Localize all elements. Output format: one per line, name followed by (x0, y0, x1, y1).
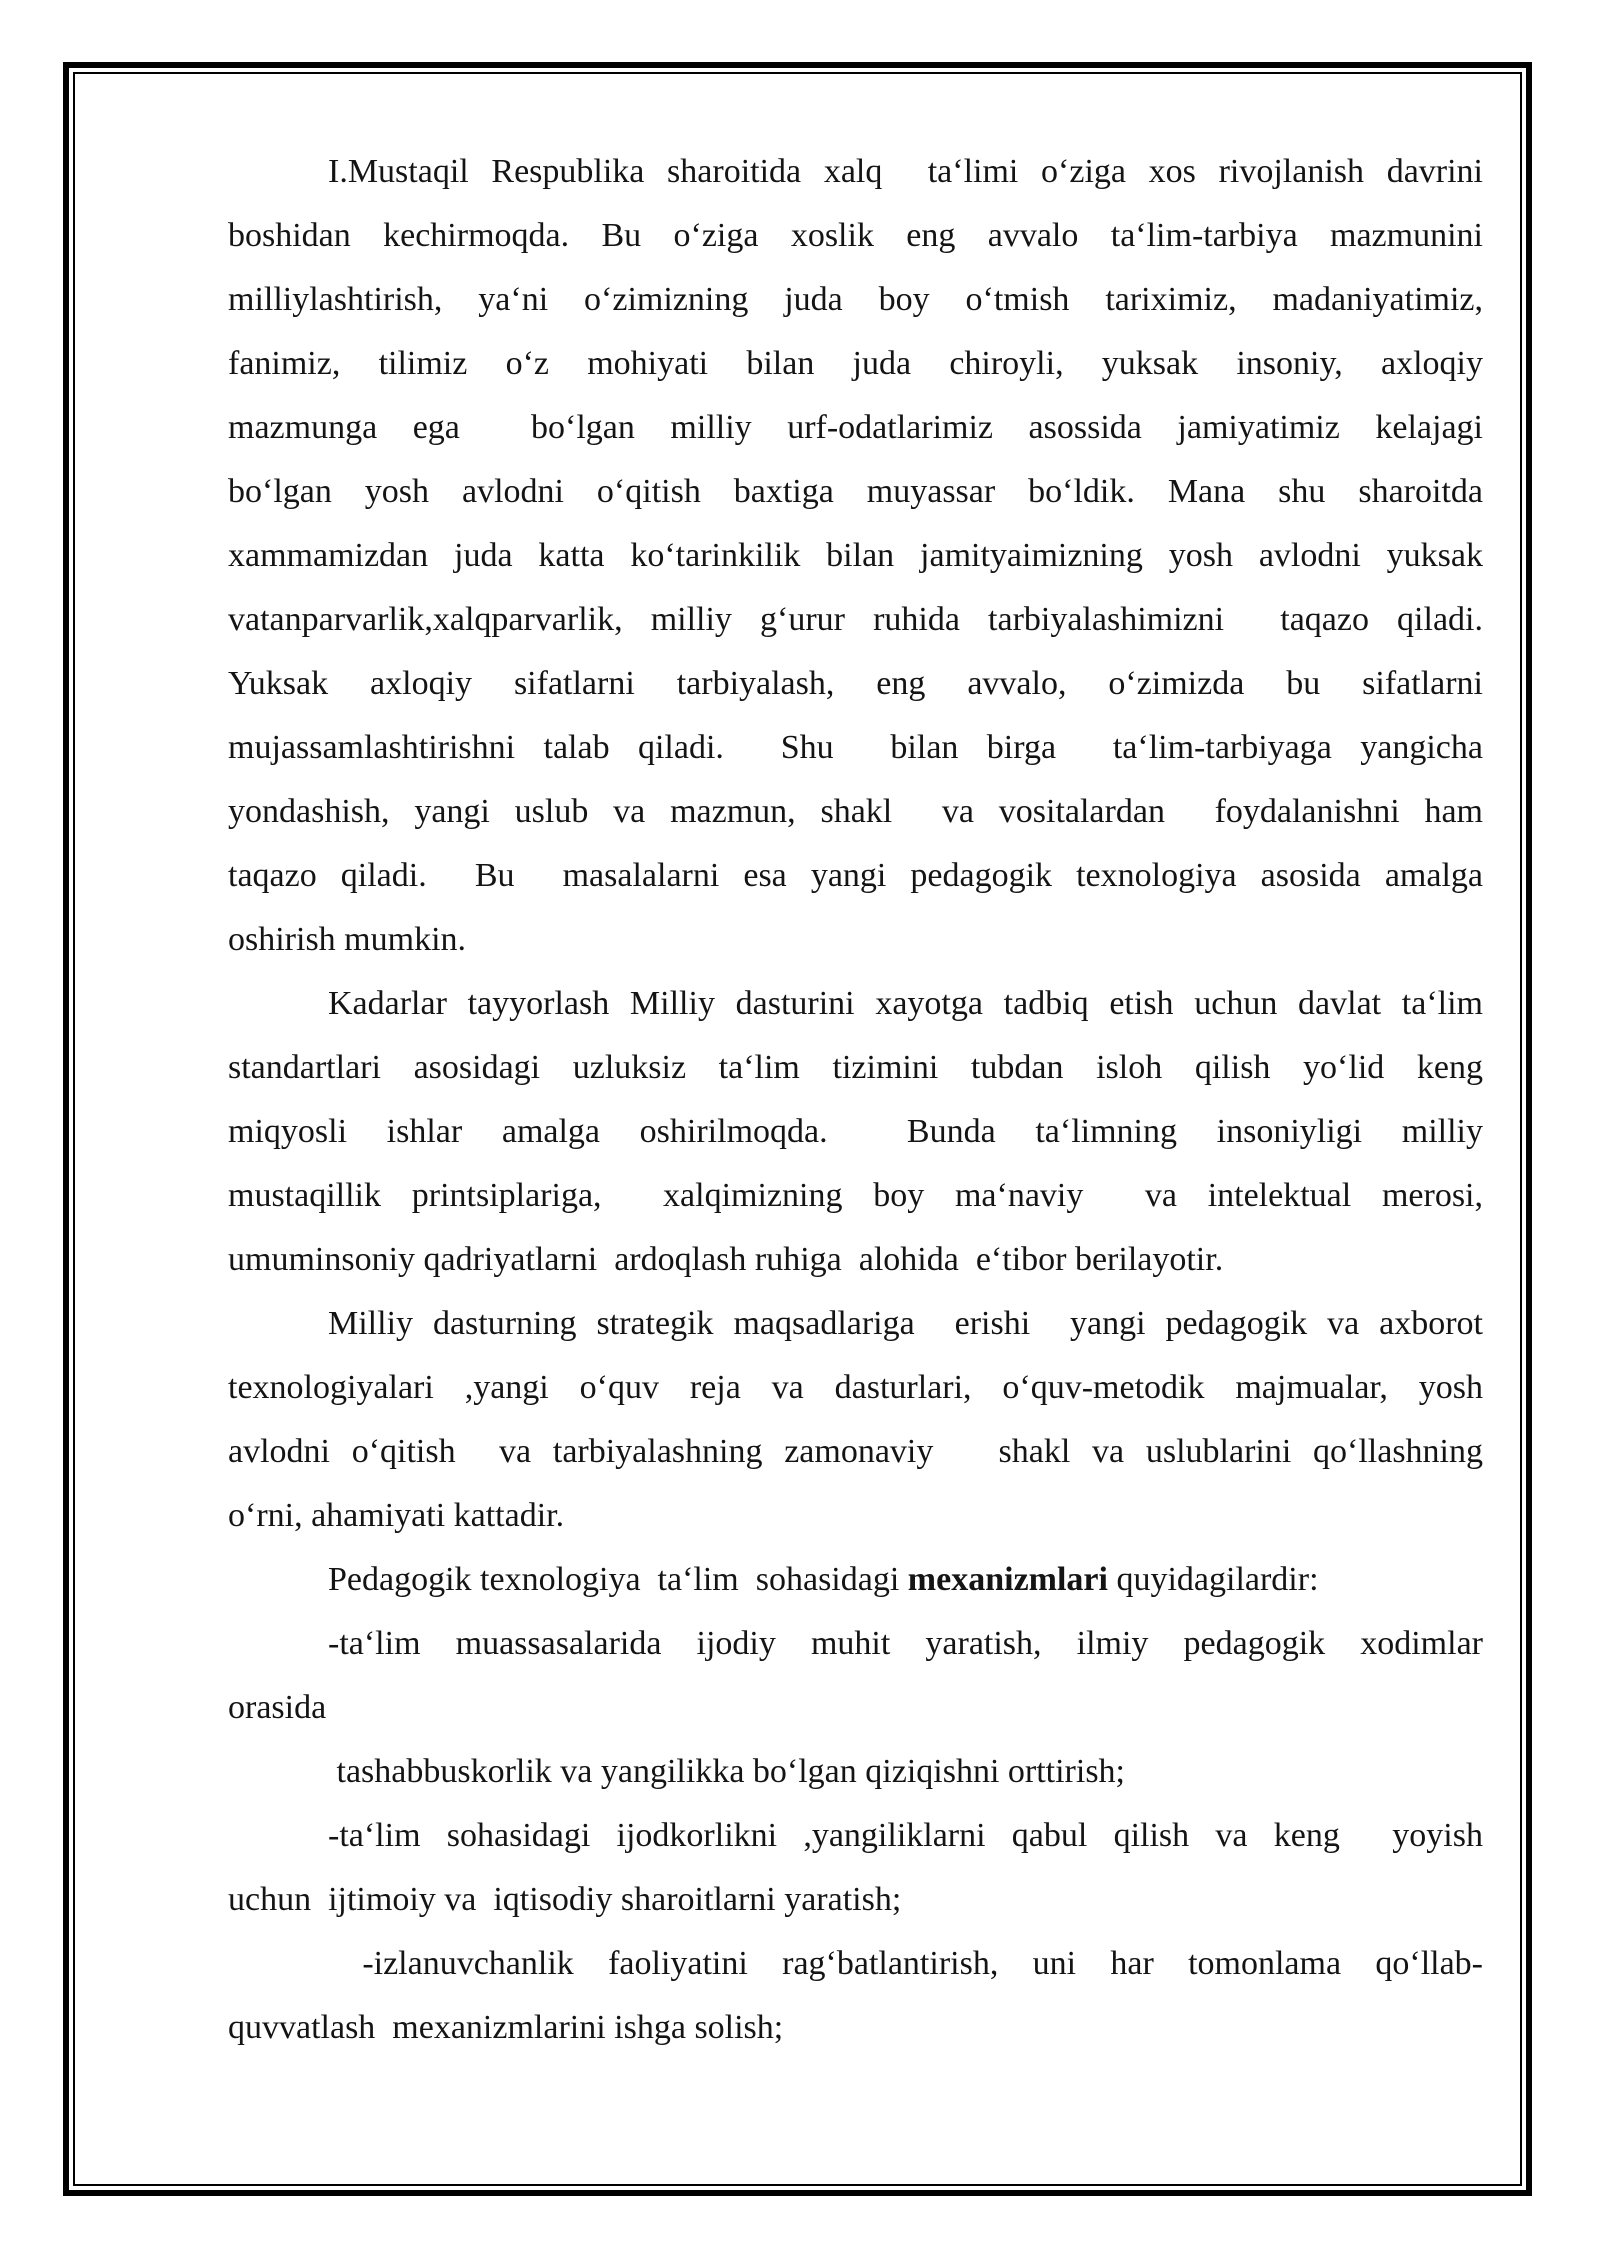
text-line (228, 1228, 1483, 1292)
page-border-outer (63, 62, 1532, 2196)
text-segment: miqyosli ishlar amalga oshirilmoqda. Bunda taʻlimning insoniyligi milliy (228, 1113, 1483, 1150)
text-segment: oshirish mumkin. (228, 921, 467, 958)
text-segment: xammamizdan juda katta koʻtarinkilik bilan jamityaimizning yosh avlodni yuksak (228, 537, 1483, 574)
text-segment: Yuksak axloqiy sifatlarni tarbiyalash, eng avvalo, oʻzimizda bu sifatlarni (228, 665, 1483, 702)
text-line (228, 396, 1483, 460)
text-segment: milliylashtirish, yaʻni oʻzimizning juda boy oʻtmish tariximiz, madaniyatimiz, (228, 281, 1483, 318)
text-line (228, 844, 1483, 908)
text-line (228, 908, 1483, 972)
text-segment: standartlari asosidagi uzluksiz taʻlim tizimini tubdan isloh qilish yoʻlid keng (228, 1049, 1483, 1086)
text-line (228, 1420, 1483, 1484)
text-segment: fanimiz, tilimiz oʻz mohiyati bilan juda chiroyli, yuksak insoniy, axloqiy (228, 345, 1483, 382)
text-line (228, 1804, 1483, 1868)
text-segment: avlodni oʻqitish va tarbiyalashning zamonaviy shakl va uslublarini qoʻllashning (228, 1433, 1483, 1470)
text-segment: umuminsoniy qadriyatlarni ardoqlash ruhiga alohida eʻtibor berilayotir. (228, 1241, 1224, 1278)
text-line (228, 1356, 1483, 1420)
text-line (228, 1740, 1483, 1804)
text-line (228, 332, 1483, 396)
text-line (228, 1548, 1483, 1612)
text-line (228, 1996, 1483, 2060)
text-segment: boʻlgan yosh avlodni oʻqitish baxtiga muyassar boʻldik. Mana shu sharoitda (228, 473, 1483, 510)
text-segment: -taʻlim sohasidagi ijodkorlikni ,yangiliklarni qabul qilish va keng yoyish (328, 1817, 1483, 1854)
text-line (228, 1484, 1483, 1548)
text-segment: -izlanuvchanlik faoliyatini ragʻbatlantirish, uni har tomonlama qoʻllab- (328, 1945, 1483, 1982)
text-segment: boshidan kechirmoqda. Bu oʻziga xoslik eng avvalo taʻlim-tarbiya mazmunini (228, 217, 1483, 254)
text-line (228, 972, 1483, 1036)
text-line (228, 1676, 1483, 1740)
text-segment: uchun ijtimoiy va iqtisodiy sharoitlarni yaratish; (228, 1881, 902, 1918)
text-segment: Pedagogik texnologiya taʻlim sohasidagi (328, 1561, 908, 1598)
text-segment: Kadarlar tayyorlash Milliy dasturini xayotga tadbiq etish uchun davlat taʻlim (328, 985, 1483, 1022)
text-segment: mujassamlashtirishni talab qiladi. Shu bilan birga taʻlim-tarbiyaga yangicha (228, 729, 1483, 766)
text-line (228, 1164, 1483, 1228)
text-segment: mustaqillik printsiplariga, xalqimizning boy maʻnaviy va intelektual merosi, (228, 1177, 1483, 1214)
text-line (228, 1100, 1483, 1164)
text-line (228, 1932, 1483, 1996)
text-line (228, 780, 1483, 844)
text-segment: mazmunga ega boʻlgan milliy urf-odatlarimiz asossida jamiyatimiz kelajagi (228, 409, 1483, 446)
text-segment: quyidagilardir: (1107, 1561, 1319, 1598)
bold-term: mexanizmlari (907, 1561, 1108, 1598)
text-segment: texnologiyalari ,yangi oʻquv reja va dasturlari, oʻquv-metodik majmualar, yosh (228, 1369, 1483, 1406)
text-line (228, 1612, 1483, 1676)
text-segment: taqazo qiladi. Bu masalalarni esa yangi pedagogik texnologiya asosida amalga (228, 857, 1483, 894)
text-segment: tashabbuskorlik va yangilikka boʻlgan qiziqishni orttirish; (328, 1753, 1125, 1790)
text-line (228, 460, 1483, 524)
document-body (75, 74, 1520, 2184)
page-border-inner (73, 72, 1522, 2186)
text-line (228, 652, 1483, 716)
text-segment: oʻrni, ahamiyati kattadir. (228, 1497, 565, 1534)
text-line (228, 204, 1483, 268)
text-segment: -taʻlim muassasalarida ijodiy muhit yaratish, ilmiy pedagogik xodimlar (328, 1625, 1483, 1662)
text-line (228, 1292, 1483, 1356)
text-segment: quvvatlash mexanizmlarini ishga solish; (228, 2009, 784, 2046)
text-line (228, 1036, 1483, 1100)
text-line (228, 1868, 1483, 1932)
text-segment: vatanparvarlik,xalqparvarlik, milliy gʻurur ruhida tarbiyalashimizni taqazo qiladi. (228, 601, 1483, 638)
text-line (228, 268, 1483, 332)
text-line (228, 716, 1483, 780)
text-line (228, 524, 1483, 588)
text-segment: Milliy dasturning strategik maqsadlariga erishi yangi pedagogik va axborot (328, 1305, 1483, 1342)
text-line (228, 140, 1483, 204)
text-segment: orasida (228, 1689, 327, 1726)
text-segment: I.Mustaqil Respublika sharoitida xalq taʻlimi oʻziga xos rivojlanish davrini (328, 153, 1483, 190)
text-line (228, 588, 1483, 652)
text-segment: yondashish, yangi uslub va mazmun, shakl va vositalardan foydalanishni ham (228, 793, 1483, 830)
